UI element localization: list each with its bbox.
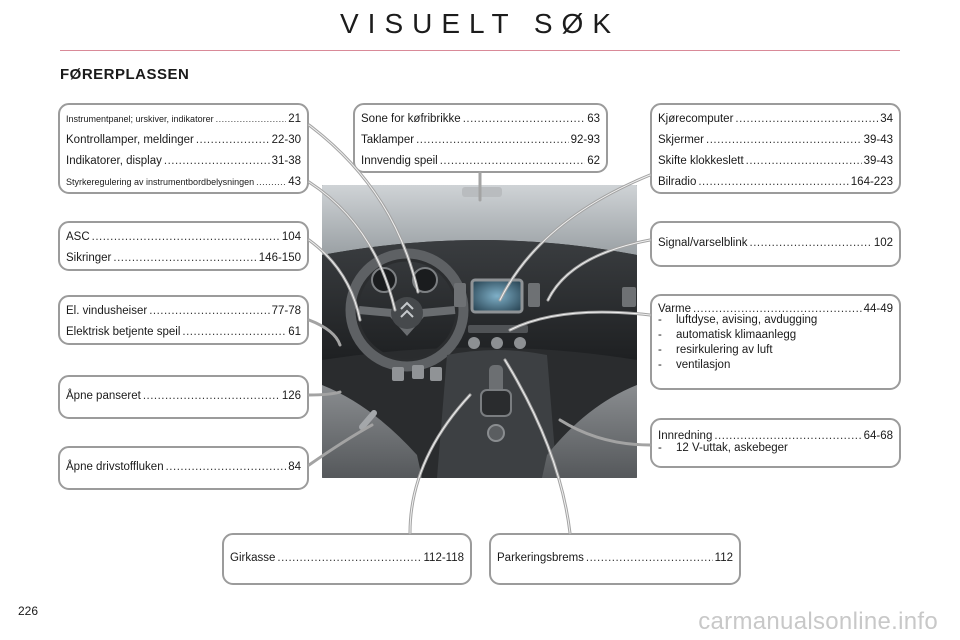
index-row: Kjørecomputer ..... 34 [658, 109, 893, 130]
index-row: Signal/varselblink ..... 102 [658, 233, 893, 254]
index-row: Styrkeregulering av instrumentbordbelysningen ..... 43 [66, 172, 301, 193]
sub-item: - ventilasjon [658, 359, 731, 371]
sub-item: - luftdyse, avising, avdugging [658, 314, 818, 326]
box-trip-computer [650, 103, 901, 194]
dashboard-photo [322, 185, 637, 478]
box-asc-fuses [58, 221, 309, 271]
box-signal [650, 221, 901, 267]
index-row: Åpne drivstoffluken ..... 84 [66, 457, 301, 478]
box-parking-brake [489, 533, 741, 585]
title-divider [60, 50, 900, 51]
box-interior [650, 418, 901, 468]
index-row: Skifte klokkeslett ..... 39-43 [658, 151, 893, 172]
index-row: Bilradio ..... 164-223 [658, 172, 893, 193]
index-row: Kontrollamper, meldinger ..... 22-30 [66, 130, 301, 151]
sub-item: - 12 V-uttak, askebeger [658, 442, 788, 454]
index-row: Innvendig speil ..... 62 [361, 151, 600, 172]
index-row: Sone for køfribrikke ..... 63 [361, 109, 600, 130]
index-row: Åpne panseret ..... 126 [66, 386, 301, 407]
box-bonnet [58, 375, 309, 419]
watermark: carmanualsonline.info [698, 608, 938, 635]
index-row: Parkeringsbrems ..... 112 [497, 548, 733, 569]
index-row: Varme ..... 44-49 [658, 300, 893, 318]
sub-item: - automatisk klimaanlegg [658, 329, 797, 341]
index-row: Sikringer ..... 146-150 [66, 248, 301, 269]
index-row: Instrumentpanel; urskiver, indikatorer ..... 21 [66, 109, 301, 130]
page-number: 226 [18, 604, 39, 618]
box-roof-area [353, 103, 608, 173]
index-row: Indikatorer, display ..... 31-38 [66, 151, 301, 172]
sub-item: - resirkulering av luft [658, 344, 773, 356]
box-heating [650, 294, 901, 390]
section-heading: FØRERPLASSEN [60, 66, 190, 83]
index-row: ASC ..... 104 [66, 227, 301, 248]
index-row: El. vindusheiser ..... 77-78 [66, 301, 301, 322]
index-row: Taklamper ..... 92-93 [361, 130, 600, 151]
index-row: Skjermer ..... 39-43 [658, 130, 893, 151]
box-instrument-panel [58, 103, 309, 194]
index-row: Elektrisk betjente speil ..... 61 [66, 322, 301, 343]
box-fuel-flap [58, 446, 309, 490]
box-windows-mirrors [58, 295, 309, 345]
page-title: VISUELT SØK [339, 8, 621, 39]
index-row: Girkasse ..... 112-118 [230, 548, 464, 569]
box-gearbox [222, 533, 472, 585]
index-row: Innredning ..... 64-68 [658, 427, 893, 445]
